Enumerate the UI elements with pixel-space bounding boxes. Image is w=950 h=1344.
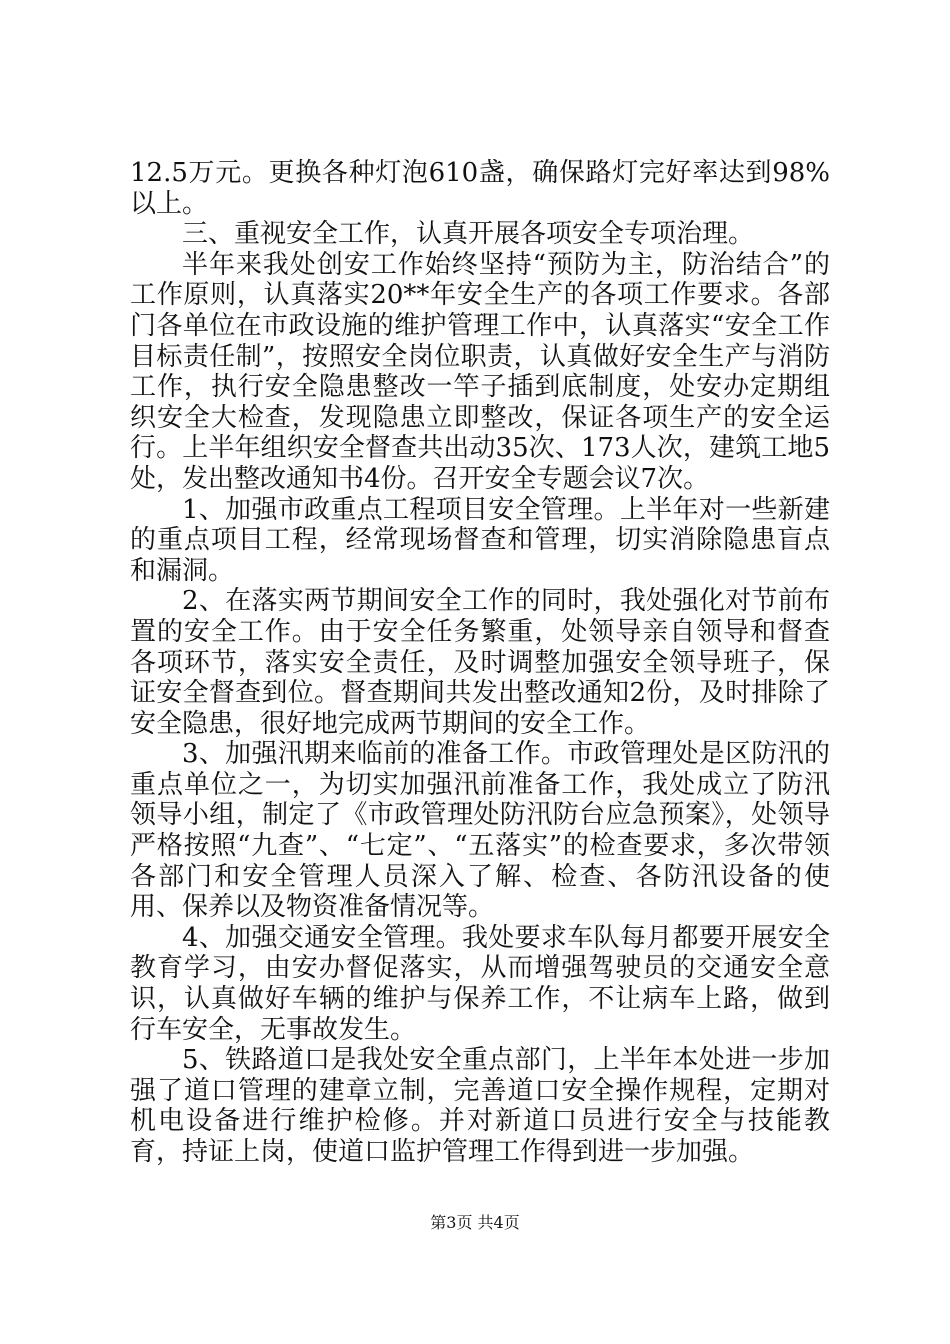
- paragraph-3: 半年来我处创安工作始终坚持“预防为主，防治结合”的工作原则，认真落实20**年安全生产的各项工作要求。各部门各单位在市政设施的维护管理工作中，认真落实“安全工作目标责任制”，按照安全岗位职责，认真做好安全生产与消防工作，执行安全隐患整改一竿子插到底制度，处安办定期组织安全大检查，发现隐患立即整改，保证各项生产的安全运行。上半年组织安全督查共出动35次、173人次，建筑工地5处，发出整改通知书4份。召开安全专题会议7次。: [130, 249, 830, 494]
- section-heading: 三、重视安全工作，认真开展各项安全专项治理。: [182, 219, 755, 250]
- paragraph-item-3: 3、加强汛期来临前的准备工作。市政管理处是区防汛的重点单位之一，为切实加强汛前准备工作，我处成立了防汛领导小组，制定了《市政管理处防汛防台应急预案》，处领导严格按照“九查”、“七定”、“五落实”的检查要求，多次带领各部门和安全管理人员深入了解、检查、各防汛设备的使用、保养以及物资准备情况等。: [130, 739, 830, 923]
- paragraph-item-1: 1、加强市政重点工程项目安全管理。上半年对一些新建的重点项目工程，经常现场督查和管理，切实消除隐患盲点和漏洞。: [130, 494, 830, 586]
- paragraph-1: 12.5万元。更换各种灯泡610盏，确保路灯完好率达到98%以上。: [130, 158, 830, 219]
- document-body: [130, 158, 830, 1168]
- paragraph-item-5: 5、铁路道口是我处安全重点部门，上半年本处进一步加强了道口管理的建章立制，完善道口安全操作规程，定期对机电设备进行维护检修。并对新道口员进行安全与技能教育，持证上岗，使道口监护管理工作得到进一步加强。: [130, 1045, 830, 1167]
- paragraph-item-4: 4、加强交通安全管理。我处要求车队每月都要开展安全教育学习，由安办督促落实，从而增强驾驶员的交通安全意识，认真做好车辆的维护与保养工作，不让病车上路，做到行车安全，无事故发生。: [130, 922, 830, 1045]
- page-footer: 第3页 共4页: [430, 1213, 520, 1232]
- paragraph-item-2: 2、在落实两节期间安全工作的同时，我处强化对节前布置的安全工作。由于安全任务繁重，处领导亲自领导和督查各项环节，落实安全责任，及时调整加强安全领导班子，保证安全督查到位。督查期间共发出整改通知2份，及时排除了安全隐患，很好地完成两节期间的安全工作。: [130, 586, 830, 739]
